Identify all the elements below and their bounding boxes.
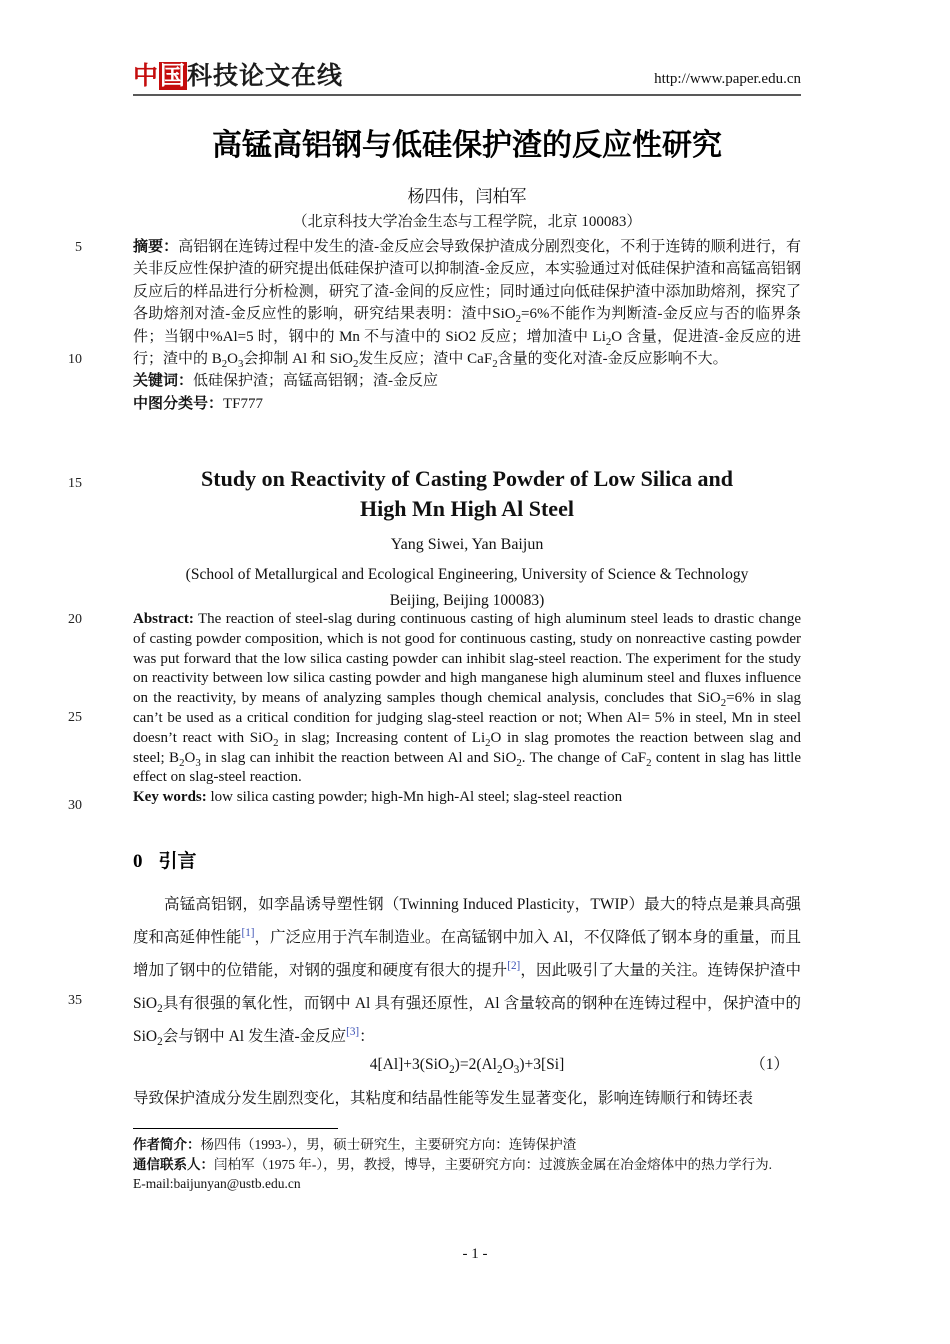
abstract-en bbox=[133, 610, 801, 788]
page-number: - 1 - bbox=[462, 1246, 488, 1262]
clc-label: 中图分类号： bbox=[133, 394, 224, 412]
abstract-en-label: Abstract: bbox=[133, 611, 194, 627]
abstract-cn-text: 高铝钢在连铸过程中发生的渣-金反应会导致保护渣成分剧烈变化，不利于连铸的顺利进行，有关非反应性保护渣的研究提出低硅保护渣可以抑制渣-金反应，本实验通过对低硅保护渣和高锰高铝钢反应后的样品进行分析检测，研究了渣-金间的反应性；同时通过向低硅保护渣中添加助熔剂，探究了各助熔剂对渣-金反应性的影响，研究结果表明：渣中SiO$_2$=6%不能作为判断渣-金反应与否的临界条件；当钢中%Al=5 时，钢中的 Mn 不与渣中的 SiO2 反应；增加渣中 $Li_2O$ 含量，促进渣-金反应的进行；渣中的 $B_2O_3$会抑制 Al 和 SiO$_2$发生反应；渣中 CaF$_2$含量的变化对渣-金反应影响不大。 bbox=[133, 239, 802, 371]
paper-title-cn: 高锰高铝钢与低硅保护渣的反应性研究 bbox=[212, 129, 722, 162]
authors-cn: 杨四伟，闫柏军 bbox=[407, 187, 527, 206]
logo-char-zhong: 中 bbox=[133, 62, 160, 90]
equation-body: $4[Al]+3(SiO_2)=2(Al_2O_3)+3[Si]$ bbox=[369, 1056, 565, 1077]
intro-paragraph: 高锰高铝钢，如孪晶诱导塑性钢（Twinning Induced Plasticity，TWIP）最大的特点是兼具高强度和高延伸性能[1]，广泛应用于汽车制造业。在高锰钢中加入 Al，不仅降低了钢本身的重量，而且增加了钢中的位错能，对钢的强度和硬度有很大的提升[2]，因此吸引了大量的关注。连铸保护渣中 SiO$_2$具有很强的氧化性，而钢中 Al 具有强还原性，Al 含量较高的钢种在连铸过程中，保护渣中的 SiO$_2$会与钢中 Al 发生渣-金反应[3]： bbox=[133, 896, 801, 1049]
clc-number bbox=[133, 393, 801, 415]
site-logo bbox=[133, 62, 343, 90]
corresponding-author: 通信联系人：闫柏军（1975 年-），男，教授，博导，主要研究方向：过渡族金属在冶金熔体中的热力学行为. bbox=[133, 1156, 772, 1172]
citation-link[interactable]: [2] bbox=[507, 959, 521, 972]
affiliation-cn: （北京科技大学冶金生态与工程学院，北京 100083） bbox=[292, 214, 642, 230]
equation-number: （1） bbox=[750, 1056, 789, 1073]
logo-char-guo: 国 bbox=[160, 62, 187, 90]
author-bio: 作者简介：杨四伟（1993-），男，硕士研究生，主要研究方向：连铸保护渣 bbox=[133, 1137, 577, 1152]
margin-line-number: 5 bbox=[75, 240, 82, 255]
post-equation-paragraph: 导致保护渣成分发生剧烈变化，其粘度和结晶性能等发生显著变化，影响连铸顺行和铸坯表 bbox=[133, 1090, 754, 1107]
keywords-en-label: Key words: bbox=[133, 789, 207, 806]
clc-value: TF777 bbox=[223, 395, 264, 412]
equation-1 bbox=[133, 1048, 801, 1081]
section-heading-introduction: 0 引言 bbox=[133, 851, 197, 872]
margin-line-number: 30 bbox=[68, 798, 82, 813]
site-url-link[interactable]: http://www.paper.edu.cn bbox=[654, 71, 801, 87]
keywords-cn-text: 低硅保护渣；高锰高铝钢；渣-金反应 bbox=[193, 373, 439, 390]
english-front-matter bbox=[133, 610, 801, 808]
paper-header bbox=[133, 62, 801, 96]
abstract-cn bbox=[133, 236, 801, 370]
keywords-en-text: low silica casting powder; high-Mn high-Al steel; slag-steel reaction bbox=[206, 789, 623, 806]
keywords-cn bbox=[133, 370, 801, 392]
citation-link[interactable]: [3] bbox=[346, 1025, 360, 1038]
footnote-block bbox=[133, 1128, 801, 1194]
abstract-en-text: The reaction of steel-slag during continuous casting of high aluminum steel leads to drastic change of casting powder composition, which is not good for continuous casting, study on nonreactive casting powder was put forward that the low silica casting powder can inhibit slag-steel reaction. The experiment for the study on reactivity between low silica casting powder and high manganese high aluminum steel and fluxes influence on the reactivity, by means of analyzing samples though chemical analysis, concludes that SiO$_2$=6% in slag can’t be used as a critical condition for judging slag-steel reaction or not; When Al= 5% in steel, Mn in steel doesn’t react with SiO$_2$ in slag; Increasing content of $Li_2O$ in slag promotes the reaction between slag and steel; $B_2O_3$ in slag can inhibit the reaction between Al and SiO$_2$. The change of CaF$_2$ content in slag has little effect on slag-steel reaction. bbox=[133, 611, 801, 786]
abstract-cn-label: 摘要： bbox=[133, 238, 179, 255]
margin-line-number: 35 bbox=[68, 993, 82, 1008]
margin-line-number: 15 bbox=[68, 476, 82, 491]
authors-en: Yang Siwei, Yan Baijun bbox=[390, 536, 544, 553]
logo-text: 科技论文在线 bbox=[187, 62, 344, 90]
affiliation-en: (School of Metallurgical and Ecological Engineering, University of Science & Technology Beijing, Beijing 100083) bbox=[185, 566, 749, 609]
header-divider bbox=[133, 94, 801, 96]
keywords-cn-label: 关键词： bbox=[133, 372, 194, 390]
email-line[interactable]: E-mail:baijunyan@ustb.edu.cn bbox=[133, 1176, 301, 1191]
citation-link[interactable]: [1] bbox=[241, 926, 255, 939]
footnote-divider bbox=[133, 1128, 338, 1129]
chinese-front-matter bbox=[133, 236, 801, 415]
keywords-en bbox=[133, 788, 801, 808]
paper-title-en: Study on Reactivity of Casting Powder of Low Silica and High Mn High Al Steel bbox=[201, 466, 733, 521]
margin-line-number: 20 bbox=[68, 612, 82, 627]
margin-line-number: 10 bbox=[68, 352, 82, 367]
margin-line-number: 25 bbox=[68, 710, 82, 725]
